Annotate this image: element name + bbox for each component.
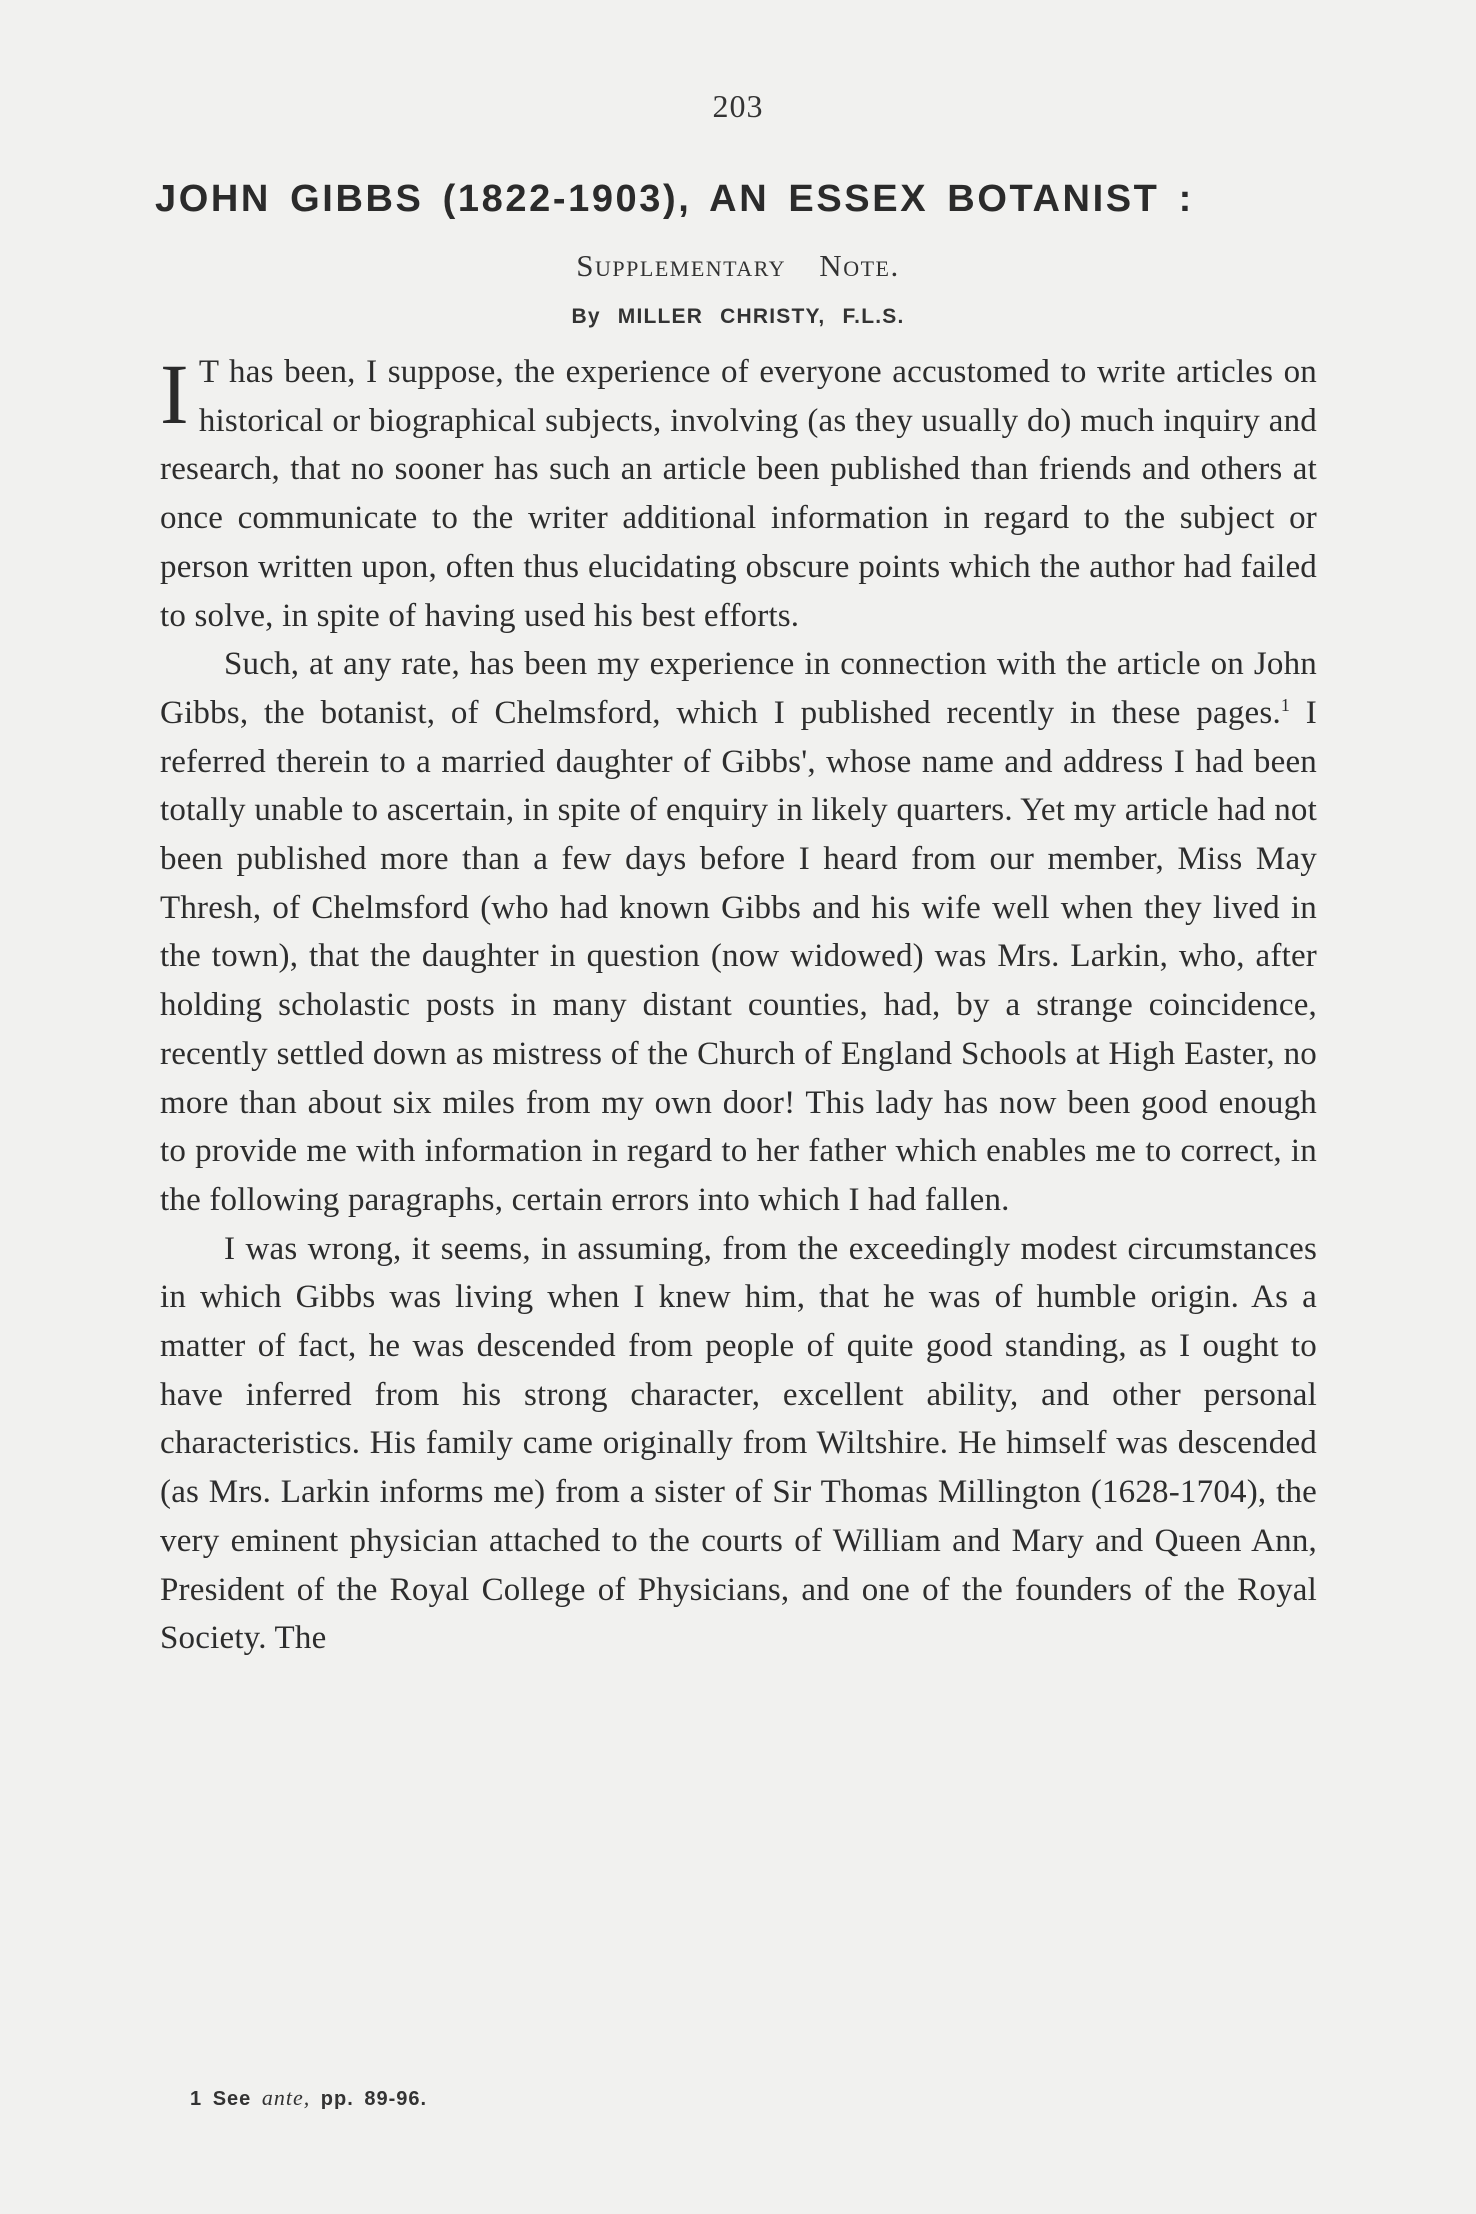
author-byline: By MILLER CHRISTY, F.L.S. (571, 305, 905, 328)
paragraph-2-text-a: Such, at any rate, has been my experience in connection with the article on John Gibbs, the botanist, of Chelmsford, which I published recently in these pages. (160, 646, 1317, 731)
footnote-reference: 1 (1280, 694, 1291, 715)
article-subtitle: Supplementary Note. (576, 248, 900, 283)
article-title: JOHN GIBBS (1822-1903), AN ESSEX BOTANIST : (155, 178, 1194, 220)
paragraph-2 (160, 640, 1317, 1224)
footnote-pages: pp. 89-96. (320, 2088, 428, 2110)
footnote-see: See (212, 2088, 252, 2110)
footnote (190, 2085, 427, 2111)
paragraph-3 (160, 1225, 1317, 1663)
paragraph-2-text-b: I referred therein to a married daughter of Gibbs', whose name and address I had been totally unable to ascertain, in spite of enquiry in likely quarters. Yet my article had not been published more than a few days before I heard from our member, Miss May Thresh, of Chelmsford (who had known Gibbs and his wife well when they lived in the town), that the daughter in question (now widowed) was Mrs. Larkin, who, after holding scholastic posts in many distant counties, had, by a strange coincidence, recently settled down as mistress of the Church of England Schools at High Easter, no more than about six miles from my own door! This lady has now been good enough to provide me with information in regard to her father which enables me to correct, in the following paragraphs, certain errors into which I had fallen. (160, 694, 1317, 1218)
drop-cap: I (160, 346, 189, 442)
paragraph-3-text: I was wrong, it seems, in assuming, from the exceedingly modest circumstances in which Gibbs was living when I knew him, that he was of humble origin. As a matter of fact, he was descended from people of quite good standing, as I ought to have inferred from his strong character, excellent ability, and other personal characteristics. His family came originally from Wiltshire. He himself was descended (as Mrs. Larkin informs me) from a sister of Sir Thomas Millington (1628-1704), the very eminent physician attached to the courts of William and Mary and Queen Ann, President of the Royal College of Physicians, and one of the founders of the Royal Society. The (160, 1230, 1317, 1657)
footnote-number: 1 (190, 2088, 203, 2110)
footnote-ante: ante, (261, 2085, 311, 2110)
paragraph-1-text: T has been, I suppose, the experience of everyone accustomed to write articles on historical or biographical subjects, involving (as they usually do) much inquiry and research, that no sooner has such an article been published than friends and others at once communicate to the writer additional information in regard to the subject or person written upon, often thus elucidating obscure points which the author had failed to solve, in spite of having used his best efforts. (160, 354, 1317, 634)
article-body (160, 348, 1317, 1663)
page-number: 203 (712, 88, 764, 124)
paragraph-1 (160, 348, 1317, 640)
